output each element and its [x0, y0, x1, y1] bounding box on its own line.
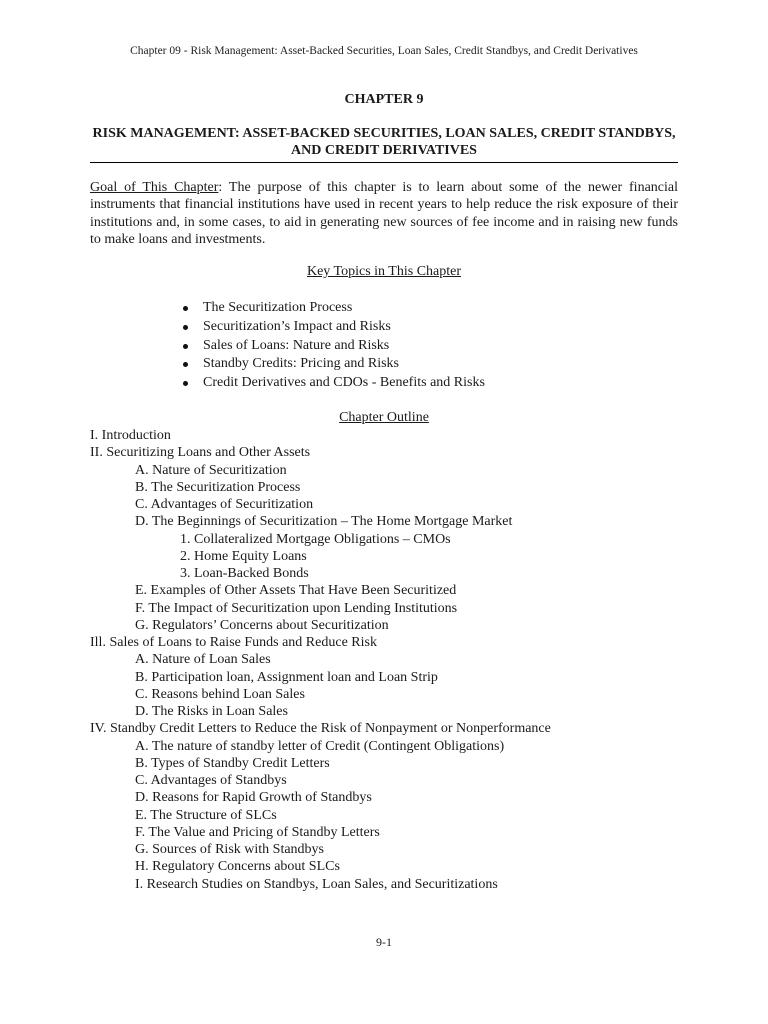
chapter-title: RISK MANAGEMENT: ASSET-BACKED SECURITIES, LOAN SALES, CREDIT STANDBYS, AND CREDIT DERIVATIVES — [90, 125, 678, 163]
outline-item: IV. Standby Credit Letters to Reduce the Risk of Nonpayment or Nonperformance — [90, 721, 551, 737]
key-topics-heading: Key Topics in This Chapter — [306, 264, 462, 279]
outline-item: A. The nature of standby letter of Credit (Contingent Obligations) — [135, 738, 505, 754]
outline-item: B. The Securitization Process — [135, 479, 301, 495]
outline-item: B. Types of Standby Credit Letters — [135, 755, 330, 771]
goal-label: Goal of This Chapter — [90, 180, 219, 195]
key-topic-item: Sales of Loans: Nature and Risks — [180, 337, 600, 356]
page-number: 9-1 — [376, 935, 392, 949]
chapter-outline-heading: Chapter Outline — [339, 410, 429, 425]
key-topic-item: Credit Derivatives and CDOs - Benefits and Risks — [180, 374, 600, 393]
outline-item: I. Introduction — [90, 428, 171, 443]
outline-item: II. Securitizing Loans and Other Assets — [90, 445, 311, 461]
outline-item: D. The Risks in Loan Sales — [135, 704, 288, 719]
outline-item: 2. Home Equity Loans — [180, 548, 307, 564]
outline-item: C. Advantages of Standbys — [135, 773, 287, 788]
outline-item: B. Participation loan, Assignment loan and Loan Strip — [135, 669, 438, 685]
chapter-number: CHAPTER 9 — [344, 92, 424, 107]
key-topics-list — [180, 299, 600, 393]
goal-paragraph — [90, 179, 678, 249]
outline-item: G. Regulators’ Concerns about Securitization — [135, 617, 389, 633]
outline-item: I. Research Studies on Standbys, Loan Sales, and Securitizations — [135, 876, 498, 892]
outline-item: A. Nature of Loan Sales — [135, 652, 271, 668]
key-topic-item: The Securitization Process — [180, 299, 600, 318]
outline-item: E. The Structure of SLCs — [135, 807, 277, 823]
outline-item: D. Reasons for Rapid Growth of Standbys — [135, 790, 372, 806]
outline-item: F. The Value and Pricing of Standby Letters — [135, 824, 380, 840]
outline-item: Ill. Sales of Loans to Raise Funds and Reduce Risk — [90, 635, 377, 650]
outline-item: H. Regulatory Concerns about SLCs — [135, 859, 340, 875]
outline-item: F. The Impact of Securitization upon Lending Institutions — [135, 600, 458, 616]
outline-item: 3. Loan-Backed Bonds — [180, 566, 309, 581]
chapter-outline — [90, 427, 690, 893]
running-header: Chapter 09 - Risk Management: Asset-Backed Securities, Loan Sales, Credit Standbys, and Credit Derivatives — [130, 45, 638, 57]
outline-item: D. The Beginnings of Securitization – The Home Mortgage Market — [135, 514, 513, 530]
outline-item: G. Sources of Risk with Standbys — [135, 842, 324, 857]
outline-item: 1. Collateralized Mortgage Obligations – CMOs — [180, 531, 451, 547]
outline-item: E. Examples of Other Assets That Have Been Securitized — [135, 583, 457, 599]
key-topic-item: Securitization’s Impact and Risks — [180, 318, 600, 337]
outline-item: A. Nature of Securitization — [135, 462, 287, 478]
key-topic-item: Standby Credits: Pricing and Risks — [180, 355, 600, 374]
outline-item: C. Reasons behind Loan Sales — [135, 686, 305, 702]
outline-item: C. Advantages of Securitization — [135, 497, 314, 512]
goal-text: : The purpose of this chapter is to learn about some of the newer financial instruments that financial institutions have used in recent years to help reduce the risk exposure of their institutions and, in some cases, to aid in generating new sources of fee income and in raising new funds to make loans and investments. — [90, 180, 678, 248]
